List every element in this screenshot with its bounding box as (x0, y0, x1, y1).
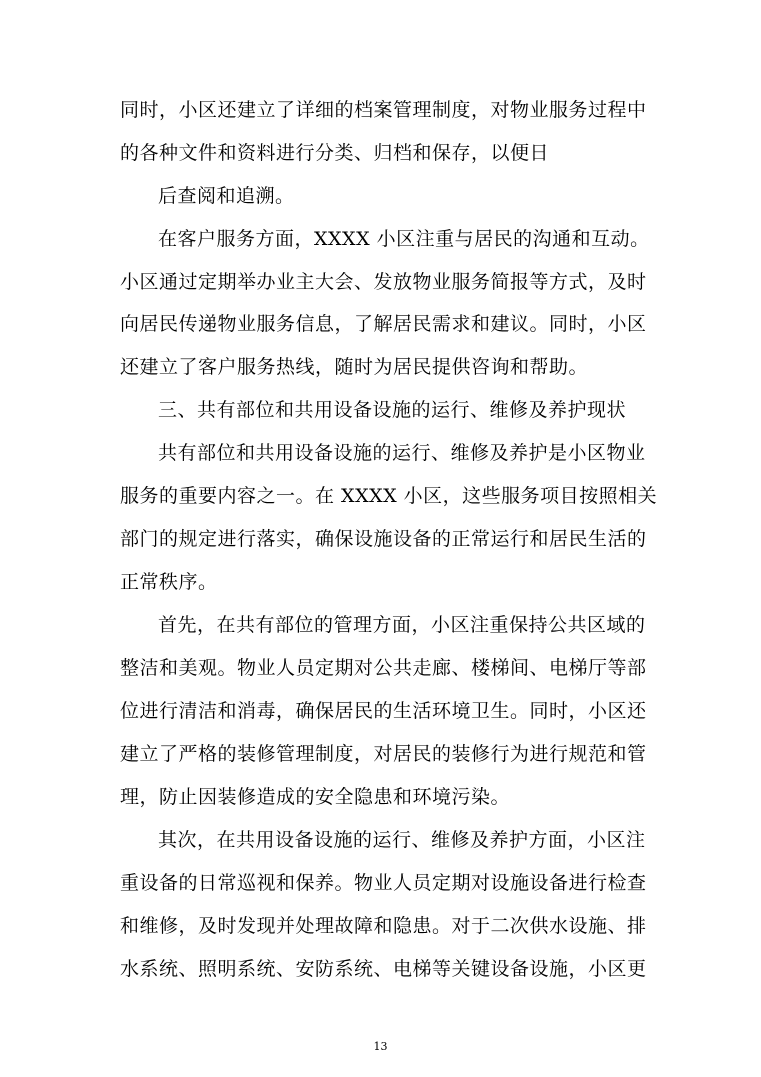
text-line: 其次，在共用设备设施的运行、维修及养护方面，小区注 (158, 829, 646, 851)
section-heading: 三、共有部位和共用设备设施的运行、维修及养护现状 (158, 399, 627, 421)
text-line: 水系统、照明系统、安防系统、电梯等关键设备设施，小区更 (120, 958, 647, 980)
text-line: 向居民传递物业服务信息，了解居民需求和建议。同时，小区 (120, 313, 647, 335)
page-number: 13 (373, 1040, 388, 1053)
text-line: 服务的重要内容之一。在 XXXX 小区，这些服务项目按照相关 (120, 485, 658, 507)
text-line: 的各种文件和资料进行分类、归档和保存，以便日 (120, 142, 550, 164)
text-line: 位进行清洁和消毒，确保居民的生活环境卫生。同时，小区还 (120, 700, 647, 722)
text-line: 整洁和美观。物业人员定期对公共走廊、楼梯间、电梯厅等部 (120, 657, 647, 679)
text-line: 正常秩序。 (120, 571, 218, 593)
text-line: 还建立了客户服务热线，随时为居民提供咨询和帮助。 (120, 356, 589, 378)
text-line: 同时，小区还建立了详细的档案管理制度，对物业服务过程中 (120, 99, 647, 121)
text-line: 和维修，及时发现并处理故障和隐患。对于二次供水设施、排 (120, 915, 647, 937)
text-line: 在客户服务方面，XXXX 小区注重与居民的沟通和互动。 (158, 228, 650, 250)
text-line: 首先，在共有部位的管理方面，小区注重保持公共区域的 (158, 614, 646, 636)
text-line: 共有部位和共用设备设施的运行、维修及养护是小区物业 (158, 442, 646, 464)
text-line: 后查阅和追溯。 (158, 185, 295, 207)
text-line: 理，防止因装修造成的安全隐患和环境污染。 (120, 786, 511, 808)
text-line: 小区通过定期举办业主大会、发放物业服务简报等方式，及时 (120, 271, 647, 293)
text-line: 建立了严格的装修管理制度，对居民的装修行为进行规范和管 (120, 743, 647, 765)
text-line: 部门的规定进行落实，确保设施设备的正常运行和居民生活的 (120, 528, 647, 550)
text-line: 重设备的日常巡视和保养。物业人员定期对设施设备进行检查 (120, 872, 647, 894)
